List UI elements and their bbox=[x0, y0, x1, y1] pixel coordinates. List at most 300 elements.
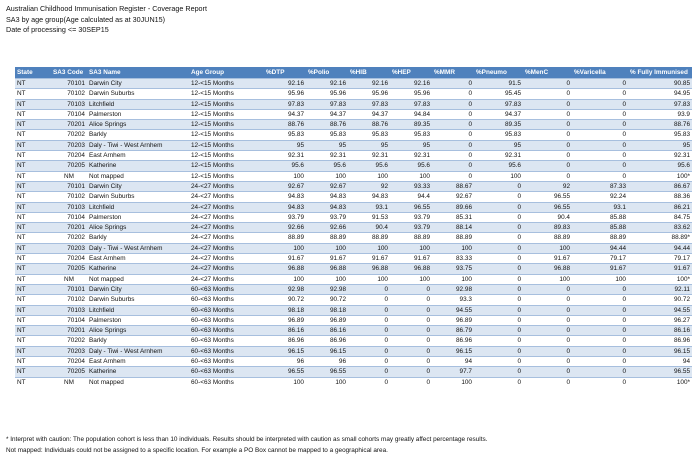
table-cell: 86.79 bbox=[432, 326, 474, 336]
table-cell: 0 bbox=[474, 223, 523, 233]
table-cell: NT bbox=[15, 377, 51, 387]
table-row bbox=[15, 140, 692, 150]
table-row bbox=[15, 336, 692, 346]
table-cell: 0 bbox=[390, 377, 432, 387]
table-cell: 79.17 bbox=[572, 254, 628, 264]
table-cell: 0 bbox=[432, 79, 474, 89]
table-cell: 93.79 bbox=[264, 212, 306, 222]
table-cell: 89.35 bbox=[390, 120, 432, 130]
table-cell: 95.96 bbox=[306, 89, 348, 99]
report-header bbox=[6, 4, 207, 36]
table-cell: 86.96 bbox=[306, 336, 348, 346]
table-cell: 88.76 bbox=[628, 120, 692, 130]
table-cell: Palmerston bbox=[87, 315, 189, 325]
table-cell: 91.53 bbox=[348, 212, 390, 222]
table-cell: Barkly bbox=[87, 233, 189, 243]
table-cell: 96.88 bbox=[523, 264, 572, 274]
table-row bbox=[15, 181, 692, 191]
table-cell: 92.67 bbox=[264, 181, 306, 191]
table-cell: Litchfield bbox=[87, 99, 189, 109]
table-cell: 84.75 bbox=[628, 212, 692, 222]
table-cell: Barkly bbox=[87, 336, 189, 346]
table-cell: 88.89 bbox=[264, 233, 306, 243]
table-row bbox=[15, 315, 692, 325]
table-cell: 60-<63 Months bbox=[189, 346, 264, 356]
table-cell: NT bbox=[15, 295, 51, 305]
table-cell: NT bbox=[15, 192, 51, 202]
table-cell: 100 bbox=[390, 171, 432, 181]
table-cell: 0 bbox=[572, 336, 628, 346]
table-row bbox=[15, 284, 692, 294]
table-row bbox=[15, 151, 692, 161]
table-cell: 86.16 bbox=[306, 326, 348, 336]
table-cell: 95.6 bbox=[628, 161, 692, 171]
table-cell: 96.55 bbox=[523, 202, 572, 212]
report-subtitle: SA3 by age group(Age calculated as at 30JUN15) bbox=[6, 14, 166, 24]
table-cell: 100 bbox=[306, 243, 348, 253]
table-cell: 90.85 bbox=[628, 79, 692, 89]
table-row bbox=[15, 223, 692, 233]
table-cell: 0 bbox=[348, 295, 390, 305]
table-cell: 95 bbox=[390, 140, 432, 150]
table-cell: NT bbox=[15, 243, 51, 253]
table-cell: 92.66 bbox=[264, 223, 306, 233]
table-cell: 96.88 bbox=[348, 264, 390, 274]
table-cell: 12-<15 Months bbox=[189, 109, 264, 119]
table-cell: 0 bbox=[390, 336, 432, 346]
table-cell: 24-<27 Months bbox=[189, 233, 264, 243]
table-cell: Katherine bbox=[87, 264, 189, 274]
table-cell: 95 bbox=[306, 140, 348, 150]
table-cell: 0 bbox=[474, 315, 523, 325]
table-cell: 0 bbox=[572, 79, 628, 89]
table-cell: 70104 bbox=[51, 315, 87, 325]
table-cell: 0 bbox=[523, 284, 572, 294]
table-cell: Darwin Suburbs bbox=[87, 192, 189, 202]
table-cell: 92.31 bbox=[628, 151, 692, 161]
table-cell: 0 bbox=[523, 120, 572, 130]
table-cell: 88.67 bbox=[432, 181, 474, 191]
table-cell: 92.31 bbox=[306, 151, 348, 161]
table-cell: 100 bbox=[264, 274, 306, 284]
table-cell: 0 bbox=[348, 315, 390, 325]
table-cell: NT bbox=[15, 181, 51, 191]
table-cell: 96.88 bbox=[306, 264, 348, 274]
table-cell: 100 bbox=[264, 377, 306, 387]
table-cell: 0 bbox=[572, 284, 628, 294]
table-cell: 79.17 bbox=[628, 254, 692, 264]
table-cell: 0 bbox=[390, 315, 432, 325]
table-cell: 0 bbox=[474, 357, 523, 367]
table-cell: Litchfield bbox=[87, 202, 189, 212]
table-cell: 96.55 bbox=[264, 367, 306, 377]
table-cell: NT bbox=[15, 120, 51, 130]
table-cell: 24-<27 Months bbox=[189, 181, 264, 191]
table-cell: 12-<15 Months bbox=[189, 171, 264, 181]
table-cell: 94.83 bbox=[306, 192, 348, 202]
table-cell: 0 bbox=[572, 140, 628, 150]
table-cell: 95.96 bbox=[390, 89, 432, 99]
table-cell: 0 bbox=[572, 99, 628, 109]
report-footer bbox=[6, 434, 487, 456]
table-cell: 91.67 bbox=[572, 264, 628, 274]
table-row bbox=[15, 264, 692, 274]
table-cell: 0 bbox=[390, 305, 432, 315]
table-row bbox=[15, 243, 692, 253]
table-cell: 95.6 bbox=[390, 161, 432, 171]
table-cell: 0 bbox=[523, 346, 572, 356]
table-cell: 0 bbox=[390, 284, 432, 294]
not-mapped-note: Not mapped: Individuals could not be assigned to a specific location. For example a PO Box cannot be mapped to a geographical area. bbox=[6, 447, 388, 454]
table-cell: 95.6 bbox=[306, 161, 348, 171]
table-cell: 100 bbox=[348, 171, 390, 181]
table-cell: 94.83 bbox=[264, 192, 306, 202]
table-cell: 70204 bbox=[51, 357, 87, 367]
table-cell: 100 bbox=[306, 274, 348, 284]
table-cell: 0 bbox=[523, 140, 572, 150]
table-cell: Darwin Suburbs bbox=[87, 89, 189, 99]
table-cell: NM bbox=[51, 171, 87, 181]
table-row bbox=[15, 171, 692, 181]
table-cell: 97.83 bbox=[348, 99, 390, 109]
table-cell: 91.67 bbox=[264, 254, 306, 264]
table-cell: East Arnhem bbox=[87, 151, 189, 161]
table-row bbox=[15, 99, 692, 109]
table-cell: 95.83 bbox=[474, 130, 523, 140]
table-cell: 24-<27 Months bbox=[189, 254, 264, 264]
table-cell: NT bbox=[15, 79, 51, 89]
table-cell: 24-<27 Months bbox=[189, 243, 264, 253]
table-cell: 0 bbox=[572, 346, 628, 356]
table-cell: 70201 bbox=[51, 326, 87, 336]
table-cell: 96 bbox=[306, 357, 348, 367]
table-cell: 100 bbox=[264, 243, 306, 253]
table-row bbox=[15, 202, 692, 212]
table-cell: 94.84 bbox=[390, 109, 432, 119]
table-cell: 0 bbox=[572, 357, 628, 367]
table-cell: 92.31 bbox=[348, 151, 390, 161]
table-cell: 88.89 bbox=[306, 233, 348, 243]
table-cell: 0 bbox=[523, 295, 572, 305]
table-cell: NT bbox=[15, 171, 51, 181]
table-cell: NT bbox=[15, 254, 51, 264]
table-cell: 70101 bbox=[51, 79, 87, 89]
table-cell: 0 bbox=[474, 346, 523, 356]
table-cell: 0 bbox=[572, 89, 628, 99]
table-cell: 86.16 bbox=[264, 326, 306, 336]
table-cell: 24-<27 Months bbox=[189, 212, 264, 222]
table-cell: Litchfield bbox=[87, 305, 189, 315]
table-cell: 0 bbox=[474, 295, 523, 305]
table-cell: 91.67 bbox=[306, 254, 348, 264]
table-cell: NT bbox=[15, 274, 51, 284]
table-row bbox=[15, 161, 692, 171]
table-cell: 0 bbox=[474, 212, 523, 222]
table-cell: 85.88 bbox=[572, 212, 628, 222]
table-cell: 0 bbox=[432, 99, 474, 109]
table-row bbox=[15, 357, 692, 367]
table-cell: 94.55 bbox=[628, 305, 692, 315]
table-cell: NT bbox=[15, 202, 51, 212]
table-cell: 0 bbox=[474, 181, 523, 191]
table-row bbox=[15, 233, 692, 243]
table-cell: 70101 bbox=[51, 181, 87, 191]
table-cell: 100 bbox=[432, 274, 474, 284]
table-cell: Barkly bbox=[87, 130, 189, 140]
table-cell: 94.55 bbox=[432, 305, 474, 315]
table-cell: 70101 bbox=[51, 284, 87, 294]
table-cell: 0 bbox=[348, 346, 390, 356]
table-cell: 12-<15 Months bbox=[189, 79, 264, 89]
table-cell: 0 bbox=[474, 367, 523, 377]
table-cell: East Arnhem bbox=[87, 357, 189, 367]
column-header: %HEP bbox=[390, 67, 432, 79]
table-row bbox=[15, 120, 692, 130]
table-cell: 0 bbox=[432, 89, 474, 99]
table-cell: 0 bbox=[523, 151, 572, 161]
table-cell: Palmerston bbox=[87, 109, 189, 119]
table-cell: NT bbox=[15, 367, 51, 377]
table-cell: 92.31 bbox=[474, 151, 523, 161]
column-header: %Pneumo bbox=[474, 67, 523, 79]
column-header: Age Group bbox=[189, 67, 264, 79]
table-cell: 70204 bbox=[51, 151, 87, 161]
table-cell: 0 bbox=[432, 120, 474, 130]
table-cell: Not mapped bbox=[87, 377, 189, 387]
table-cell: 12-<15 Months bbox=[189, 99, 264, 109]
table-cell: 95.96 bbox=[348, 89, 390, 99]
table-row bbox=[15, 295, 692, 305]
table-cell: 0 bbox=[474, 202, 523, 212]
table-cell: NT bbox=[15, 151, 51, 161]
table-cell: 12-<15 Months bbox=[189, 151, 264, 161]
table-cell: 94.37 bbox=[474, 109, 523, 119]
table-cell: Not mapped bbox=[87, 171, 189, 181]
table-header-row bbox=[15, 67, 692, 79]
table-cell: 94.37 bbox=[348, 109, 390, 119]
table-cell: 94.44 bbox=[628, 243, 692, 253]
table-row bbox=[15, 192, 692, 202]
table-cell: 90.72 bbox=[628, 295, 692, 305]
table-cell: 12-<15 Months bbox=[189, 161, 264, 171]
table-cell: 0 bbox=[474, 326, 523, 336]
table-cell: 93.3 bbox=[432, 295, 474, 305]
table-cell: 92.11 bbox=[628, 284, 692, 294]
table-cell: 70104 bbox=[51, 212, 87, 222]
table-cell: NT bbox=[15, 346, 51, 356]
table-cell: 95.83 bbox=[628, 130, 692, 140]
table-cell: 0 bbox=[432, 140, 474, 150]
table-cell: 12-<15 Months bbox=[189, 130, 264, 140]
table-cell: 24-<27 Months bbox=[189, 202, 264, 212]
table-cell: 70202 bbox=[51, 336, 87, 346]
table-cell: NT bbox=[15, 89, 51, 99]
table-cell: 94 bbox=[432, 357, 474, 367]
table-cell: 92.31 bbox=[390, 151, 432, 161]
table-cell: 0 bbox=[474, 305, 523, 315]
table-cell: 0 bbox=[523, 305, 572, 315]
table-cell: 70205 bbox=[51, 264, 87, 274]
table-cell: 0 bbox=[572, 130, 628, 140]
table-cell: Darwin Suburbs bbox=[87, 295, 189, 305]
table-cell: 0 bbox=[390, 367, 432, 377]
table-cell: 0 bbox=[432, 130, 474, 140]
table-cell: NT bbox=[15, 284, 51, 294]
table-cell: 93.1 bbox=[348, 202, 390, 212]
table-cell: 94.95 bbox=[628, 89, 692, 99]
table-cell: 89.66 bbox=[432, 202, 474, 212]
table-cell: 94.83 bbox=[306, 202, 348, 212]
table-cell: Daly - Tiwi - West Arnhem bbox=[87, 243, 189, 253]
table-cell: 95.83 bbox=[264, 130, 306, 140]
table-cell: 0 bbox=[523, 326, 572, 336]
table-cell: 0 bbox=[390, 346, 432, 356]
table-cell: 95 bbox=[348, 140, 390, 150]
table-cell: NT bbox=[15, 223, 51, 233]
table-cell: 95 bbox=[474, 140, 523, 150]
table-cell: 100 bbox=[523, 274, 572, 284]
table-cell: 93.1 bbox=[572, 202, 628, 212]
table-row bbox=[15, 79, 692, 89]
table-cell: 97.7 bbox=[432, 367, 474, 377]
table-cell: NT bbox=[15, 264, 51, 274]
table-cell: 86.96 bbox=[264, 336, 306, 346]
table-cell: 0 bbox=[572, 326, 628, 336]
table-cell: 92.24 bbox=[572, 192, 628, 202]
table-cell: 95.83 bbox=[348, 130, 390, 140]
table-row bbox=[15, 130, 692, 140]
table-cell: 92.16 bbox=[348, 79, 390, 89]
table-cell: 0 bbox=[432, 151, 474, 161]
table-cell: 91.5 bbox=[474, 79, 523, 89]
table-cell: NT bbox=[15, 99, 51, 109]
table-cell: 91.67 bbox=[523, 254, 572, 264]
table-cell: NT bbox=[15, 357, 51, 367]
table-cell: 100 bbox=[348, 274, 390, 284]
table-cell: 70201 bbox=[51, 120, 87, 130]
table-cell: 83.62 bbox=[628, 223, 692, 233]
column-header: %MenC bbox=[523, 67, 572, 79]
table-cell: 96 bbox=[264, 357, 306, 367]
table-cell: 0 bbox=[572, 171, 628, 181]
table-cell: 0 bbox=[474, 336, 523, 346]
table-cell: 92.98 bbox=[432, 284, 474, 294]
column-header: SA3 Name bbox=[87, 67, 189, 79]
table-cell: 90.72 bbox=[264, 295, 306, 305]
table-cell: 96.89 bbox=[264, 315, 306, 325]
table-cell: 100* bbox=[628, 171, 692, 181]
table-cell: NT bbox=[15, 212, 51, 222]
table-cell: 96.55 bbox=[628, 367, 692, 377]
table-cell: 0 bbox=[572, 109, 628, 119]
column-header: %HIB bbox=[348, 67, 390, 79]
table-cell: 92.67 bbox=[306, 181, 348, 191]
table-cell: 95.45 bbox=[474, 89, 523, 99]
table-cell: 89.35 bbox=[474, 120, 523, 130]
table-cell: 0 bbox=[348, 357, 390, 367]
table-cell: 70204 bbox=[51, 254, 87, 264]
table-cell: 100 bbox=[523, 243, 572, 253]
table-cell: 92 bbox=[523, 181, 572, 191]
table-cell: 0 bbox=[572, 315, 628, 325]
table-cell: Katherine bbox=[87, 367, 189, 377]
table-cell: 95 bbox=[264, 140, 306, 150]
table-cell: 100 bbox=[390, 274, 432, 284]
table-cell: 100 bbox=[432, 243, 474, 253]
table-cell: 96.55 bbox=[306, 367, 348, 377]
table-cell: 100* bbox=[628, 274, 692, 284]
table-cell: 88.76 bbox=[264, 120, 306, 130]
table-cell: NM bbox=[51, 377, 87, 387]
table-cell: 100 bbox=[432, 377, 474, 387]
table-cell: 60-<63 Months bbox=[189, 305, 264, 315]
table-row bbox=[15, 89, 692, 99]
table-cell: Darwin City bbox=[87, 284, 189, 294]
table-cell: 0 bbox=[572, 377, 628, 387]
table-cell: 70102 bbox=[51, 192, 87, 202]
table-cell: 12-<15 Months bbox=[189, 89, 264, 99]
table-cell: 70104 bbox=[51, 109, 87, 119]
table-cell: Darwin City bbox=[87, 79, 189, 89]
table-cell: 0 bbox=[474, 192, 523, 202]
table-cell: 60-<63 Months bbox=[189, 284, 264, 294]
column-header: %Varicella bbox=[572, 67, 628, 79]
table-cell: 0 bbox=[523, 367, 572, 377]
table-cell: 0 bbox=[523, 171, 572, 181]
table-row bbox=[15, 377, 692, 387]
table-row bbox=[15, 109, 692, 119]
table-cell: 70205 bbox=[51, 161, 87, 171]
table-cell: 96.27 bbox=[628, 315, 692, 325]
table-cell: 96.88 bbox=[264, 264, 306, 274]
table-cell: 88.89* bbox=[628, 233, 692, 243]
table-cell: 60-<63 Months bbox=[189, 367, 264, 377]
table-cell: 95.6 bbox=[474, 161, 523, 171]
table-cell: 95.6 bbox=[264, 161, 306, 171]
table-cell: 83.33 bbox=[432, 254, 474, 264]
table-cell: 0 bbox=[432, 109, 474, 119]
table-cell: 88.89 bbox=[523, 233, 572, 243]
table-cell: 0 bbox=[432, 161, 474, 171]
table-row bbox=[15, 346, 692, 356]
table-cell: 0 bbox=[348, 336, 390, 346]
table-cell: 85.31 bbox=[432, 212, 474, 222]
table-cell: NT bbox=[15, 326, 51, 336]
table-cell: 90.4 bbox=[348, 223, 390, 233]
table-cell: 0 bbox=[523, 89, 572, 99]
table-cell: 0 bbox=[474, 254, 523, 264]
table-cell: 0 bbox=[474, 264, 523, 274]
table-cell: Palmerston bbox=[87, 212, 189, 222]
table-cell: 100 bbox=[474, 171, 523, 181]
table-row bbox=[15, 274, 692, 284]
table-cell: Alice Springs bbox=[87, 326, 189, 336]
table-cell: 24-<27 Months bbox=[189, 274, 264, 284]
column-header: %MMR bbox=[432, 67, 474, 79]
table-cell: 88.89 bbox=[348, 233, 390, 243]
table-cell: 60-<63 Months bbox=[189, 357, 264, 367]
table-cell: 95.83 bbox=[390, 130, 432, 140]
table-cell: 91.67 bbox=[628, 264, 692, 274]
table-cell: Katherine bbox=[87, 161, 189, 171]
table-cell: Daly - Tiwi - West Arnhem bbox=[87, 140, 189, 150]
table-cell: 0 bbox=[390, 295, 432, 305]
coverage-table bbox=[15, 67, 692, 387]
table-cell: 70202 bbox=[51, 233, 87, 243]
table-cell: 0 bbox=[523, 315, 572, 325]
column-header: SA3 Code bbox=[51, 67, 87, 79]
table-cell: 93.9 bbox=[628, 109, 692, 119]
